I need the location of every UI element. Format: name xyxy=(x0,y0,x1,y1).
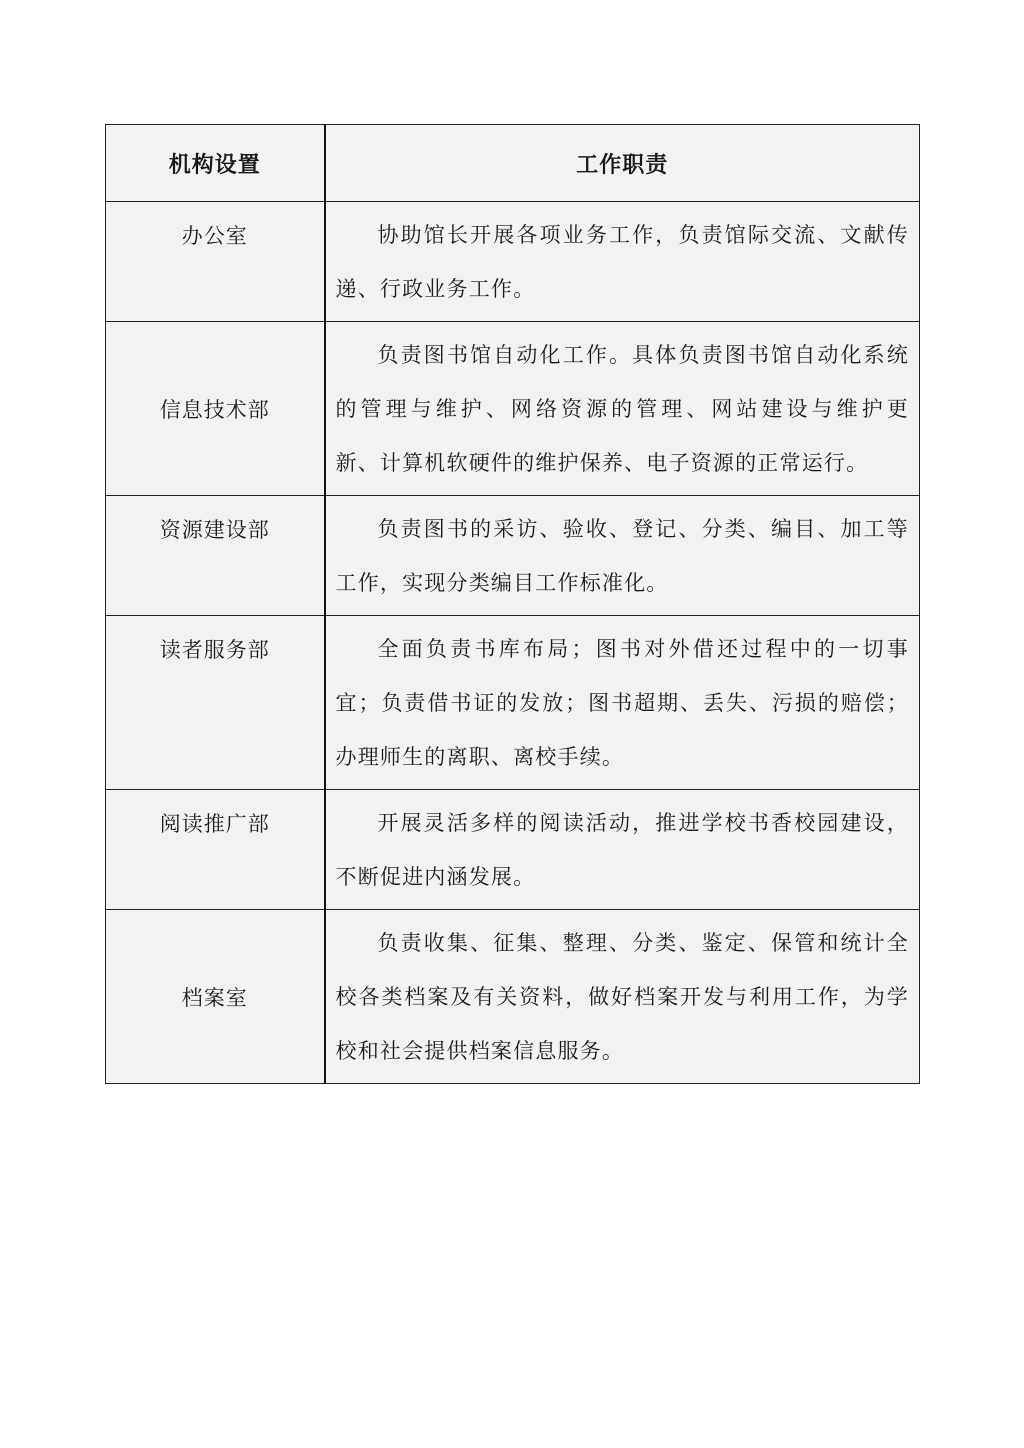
duties-cell xyxy=(325,202,920,322)
duties-cell xyxy=(325,322,932,496)
duties-cell xyxy=(325,496,920,616)
duties-cell xyxy=(325,616,920,790)
table-row xyxy=(106,496,920,616)
department-cell: 读者服务部 xyxy=(106,616,325,790)
duties-text: 负责收集、征集、整理、分类、鉴定、保管和统计全校各类档案及有关资料，做好档案开发与利用工作，为学校和社会提供档案信息服务。 xyxy=(335,930,909,1063)
header-department: 机构设置 xyxy=(106,125,325,202)
table-row xyxy=(106,202,920,322)
organization-duties-table xyxy=(105,124,932,1084)
duties-text: 负责图书馆自动化工作。具体负责图书馆自动化系统的管理与维护、网络资源的管理、网站建设与维护更 新、计算机软硬件的维护保养、电子资源的正常运行。 xyxy=(335,342,932,475)
header-duties: 工作职责 xyxy=(325,125,920,202)
table-row xyxy=(106,322,920,496)
department-cell: 资源建设部 xyxy=(106,496,325,616)
duties-cell xyxy=(325,910,920,1084)
table-row xyxy=(106,616,920,790)
department-cell: 档案室 xyxy=(106,910,325,1084)
table-header-row xyxy=(106,125,920,202)
table-row xyxy=(106,910,920,1084)
department-cell: 办公室 xyxy=(106,202,325,322)
table-row xyxy=(106,790,920,910)
department-cell: 阅读推广部 xyxy=(106,790,325,910)
department-cell: 信息技术部 xyxy=(106,322,325,496)
duties-text: 开展灵活多样的阅读活动，推进学校书香校园建设，不断促进内涵发展。 xyxy=(335,810,909,889)
duties-cell xyxy=(325,790,920,910)
duties-text: 协助馆长开展各项业务工作，负责馆际交流、文献传递、行政业务工作。 xyxy=(335,222,909,301)
duties-text: 全面负责书库布局；图书对外借还过程中的一切事宜；负责借书证的发放；图书超期、丢失、污损的赔偿；办理师生的离职、离校手续。 xyxy=(335,636,909,769)
duties-text: 负责图书的采访、验收、登记、分类、编目、加工等工作，实现分类编目工作标准化。 xyxy=(335,516,909,595)
